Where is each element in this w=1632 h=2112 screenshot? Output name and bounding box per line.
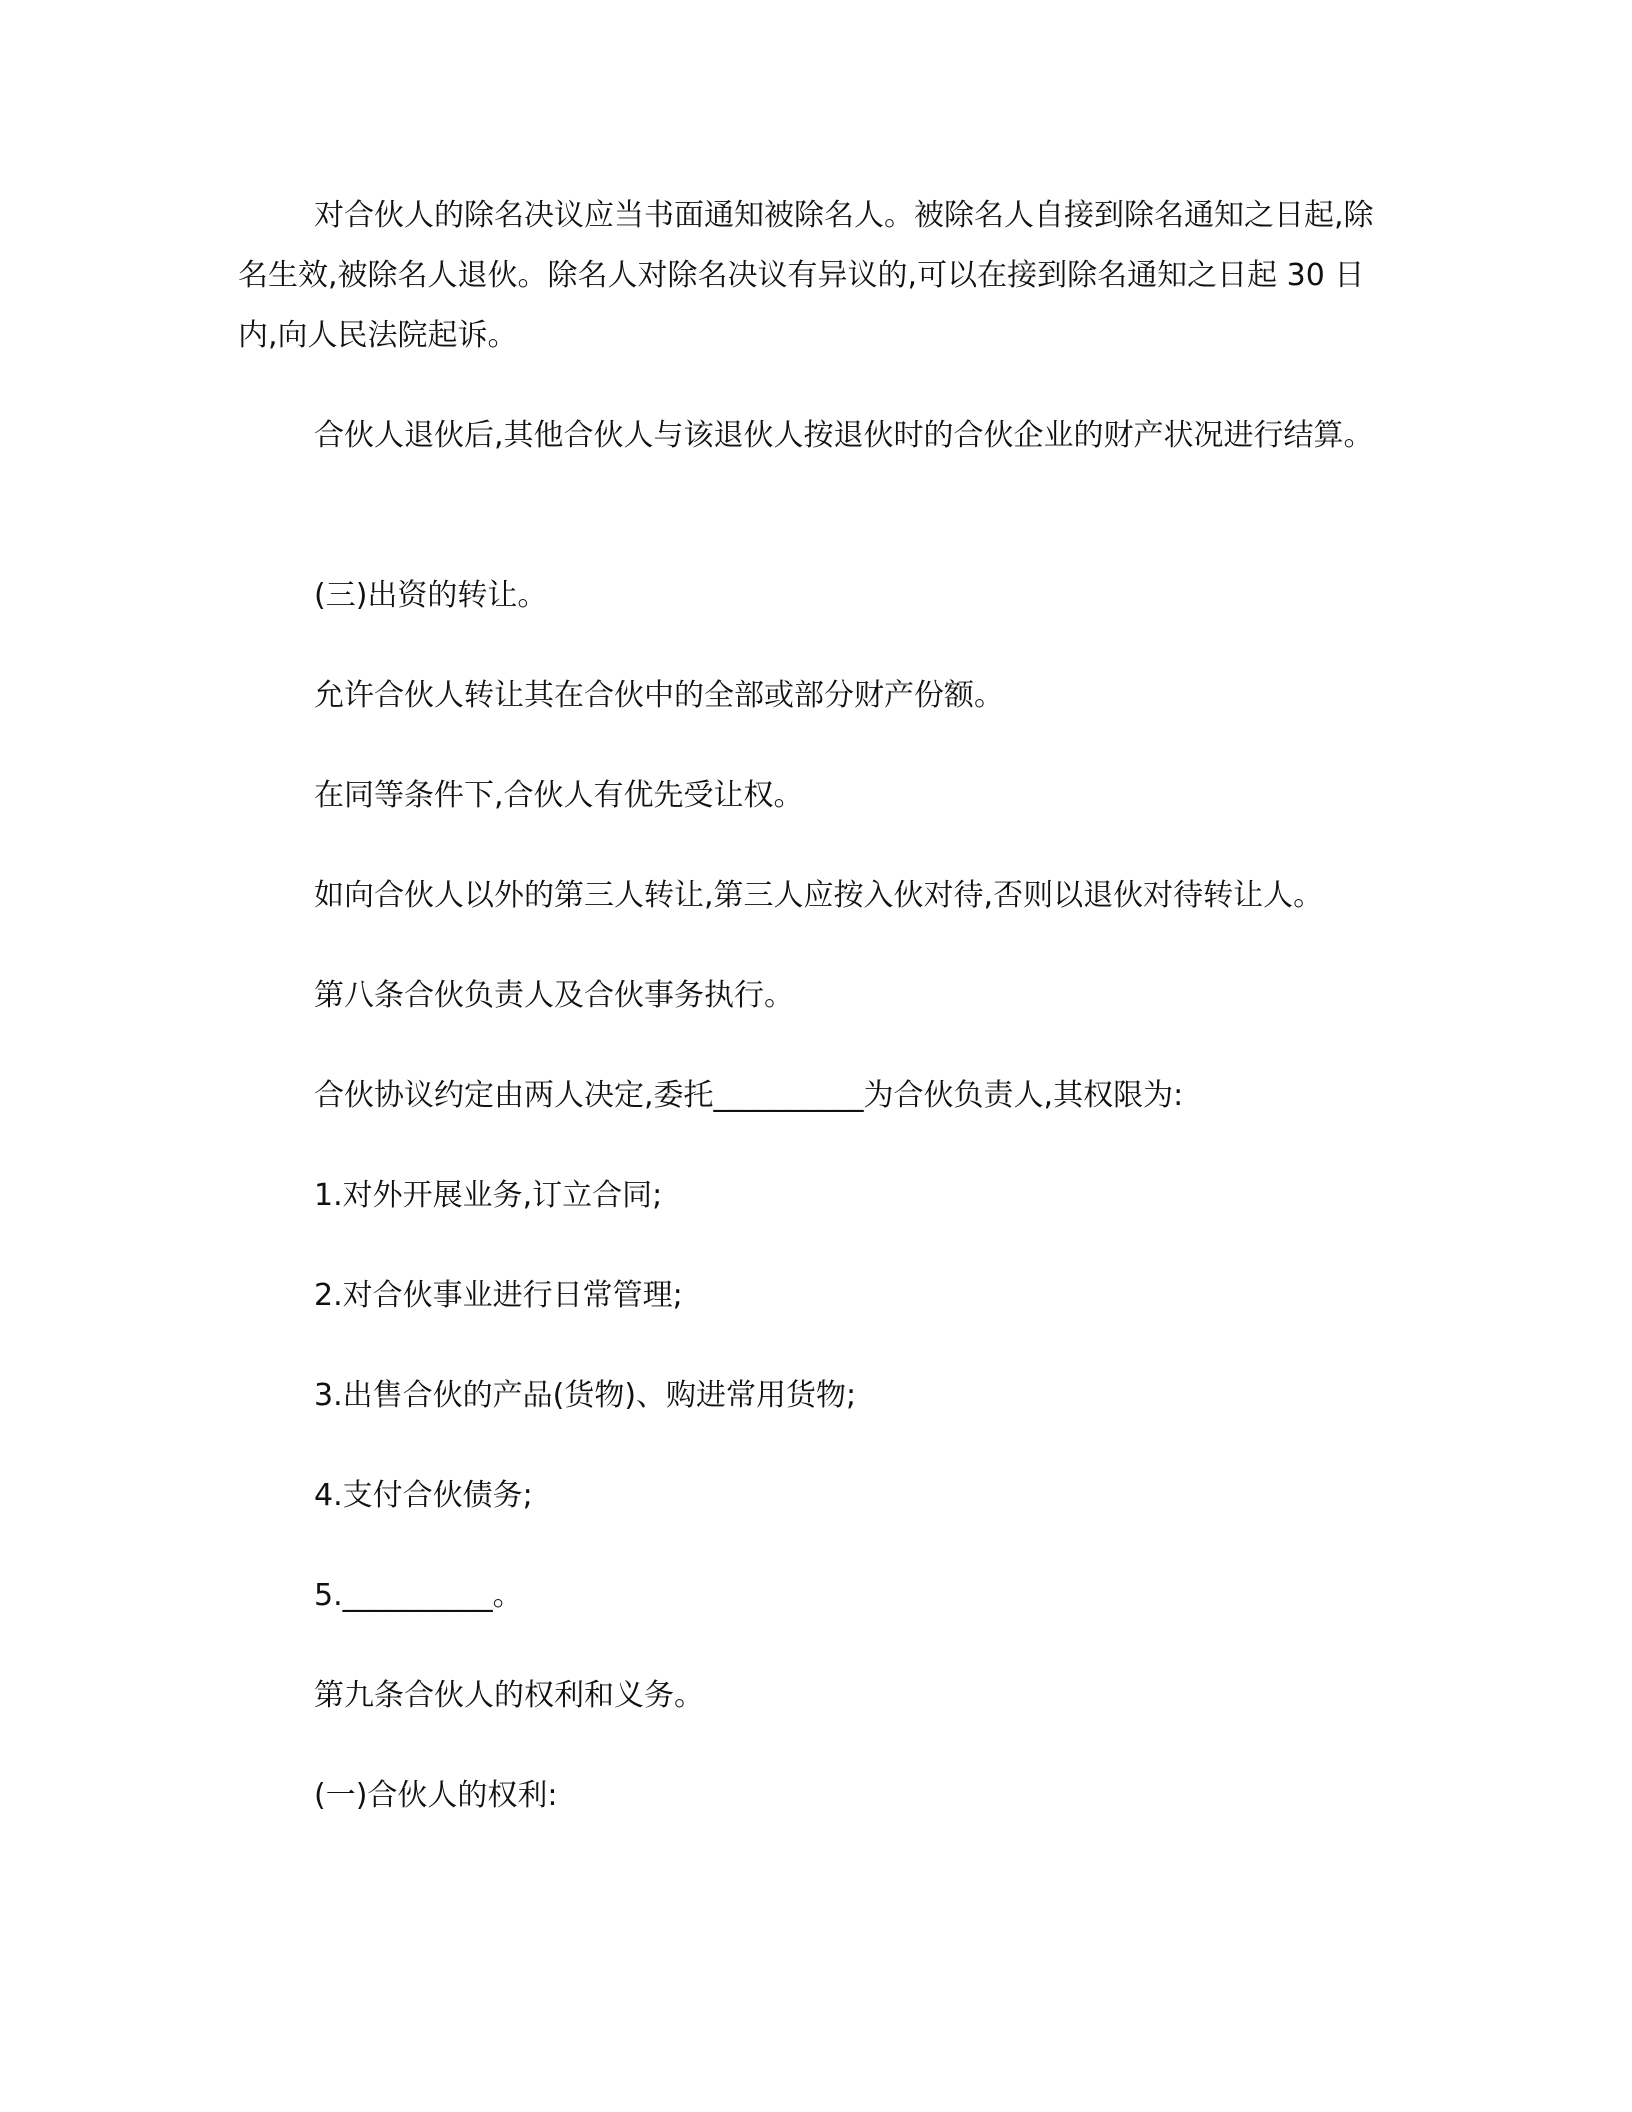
list-item-3: 3.出售合伙的产品(货物)、购进常用货物; (314, 1378, 857, 1413)
paragraph-delegation: 合伙协议约定由两人决定,委托__________为合伙负责人,其权限为: (314, 1078, 1184, 1113)
paragraph-expulsion-notice: 对合伙人的除名决议应当书面通知被除名人。被除名人自接到除名通知之日起,除名生效,被除名人退伙。除名人对除名决议有异议的,可以在接到除名通知之日起 30 日内,向人民法院起诉。 (238, 198, 1374, 353)
paragraph-transfer-allowed: 允许合伙人转让其在合伙中的全部或部分财产份额。 (314, 678, 1004, 713)
paragraph-third-party-transfer: 如向合伙人以外的第三人转让,第三人应按入伙对待,否则以退伙对待转让人。 (314, 878, 1324, 913)
paragraph-priority-right: 在同等条件下,合伙人有优先受让权。 (314, 778, 804, 813)
list-item-1: 1.对外开展业务,订立合同; (314, 1178, 663, 1213)
paragraph-withdrawal-settlement: 合伙人退伙后,其他合伙人与该退伙人按退伙时的合伙企业的财产状况进行结算。 (314, 418, 1374, 453)
heading-article-9: 第九条合伙人的权利和义务。 (314, 1678, 704, 1713)
list-item-2: 2.对合伙事业进行日常管理; (314, 1278, 683, 1313)
list-item-5: 5.__________。 (314, 1578, 523, 1613)
heading-partner-rights: (一)合伙人的权利: (314, 1778, 558, 1813)
heading-capital-transfer: (三)出资的转让。 (314, 578, 548, 613)
heading-article-8: 第八条合伙负责人及合伙事务执行。 (314, 978, 794, 1013)
list-item-4: 4.支付合伙债务; (314, 1478, 533, 1513)
